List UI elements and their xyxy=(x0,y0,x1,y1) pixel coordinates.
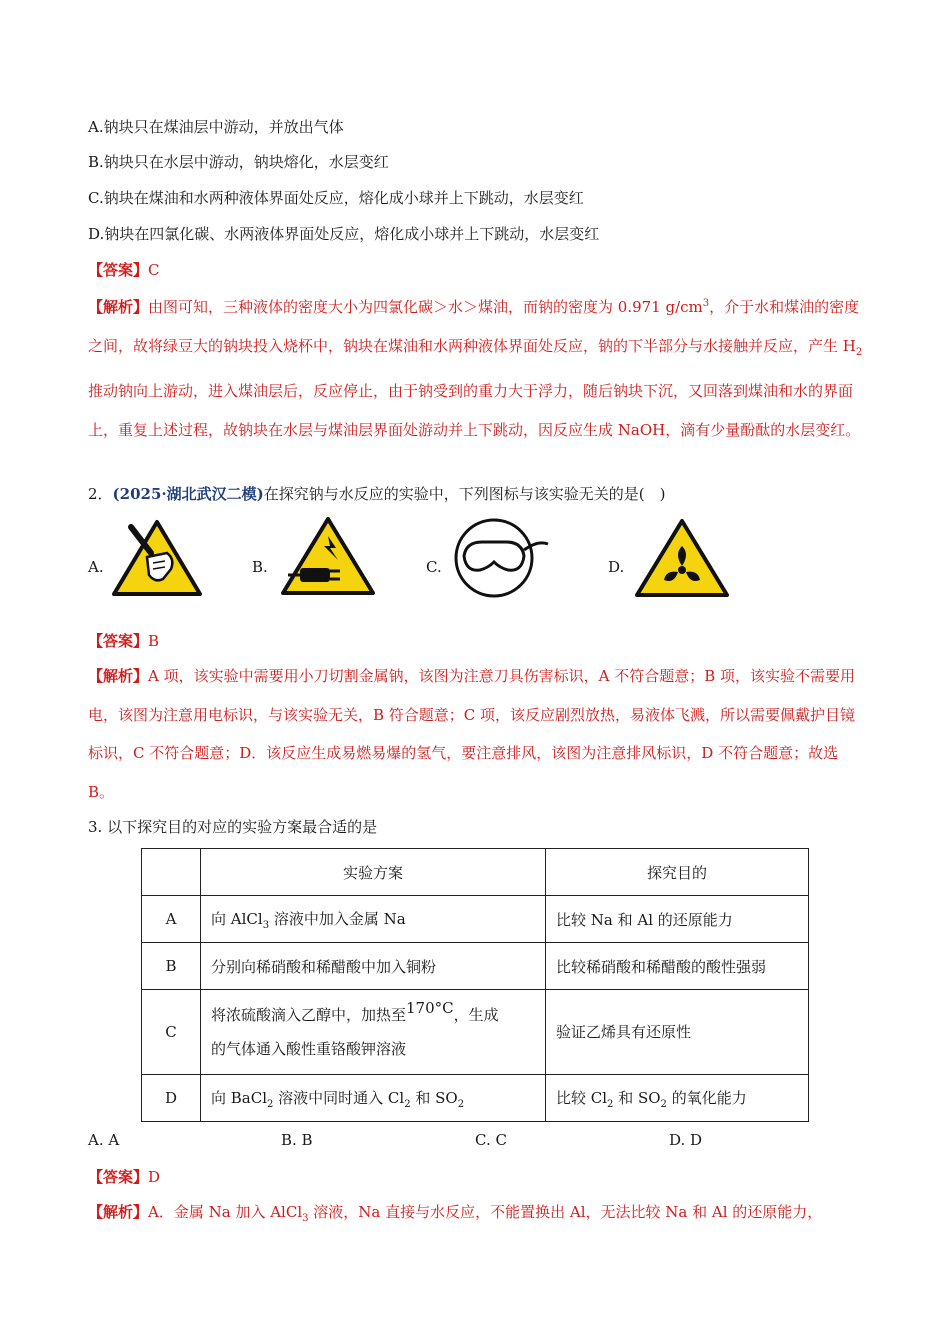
q2-analysis: 【解析】A 项，该实验中需要用小刀切割金属钠，该图为注意刀具伤害标识，A 不符合题意；B 项，该实验不需要用电，该图为注意用电标识，与该实验无关，B 符合题意；C 项，该反应剧烈放热，易液体飞溅，所以需要佩戴护目镜标识，C 不符合题意；D．该反应生成易燃易爆的氢气，要注意排风，该图为注意排风标识，D 不符合题意；故选 B。 xyxy=(88,667,856,801)
q2-stem: 2．(2025·湖北武汉二模)在探究钠与水反应的实验中，下列图标与该实验无关的是( ) xyxy=(88,485,666,503)
row-label: A xyxy=(142,896,201,943)
q1-option-c: C.钠块在煤油和水两种液体界面处反应，熔化成小球并上下跳动，水层变红 xyxy=(88,189,584,207)
goggles-icon xyxy=(452,518,552,598)
q1-option-d: D.钠块在四氯化碳、水两液体界面处反应，熔化成小球并上下跳动，水层变红 xyxy=(88,225,600,243)
q3-stem: 3. 以下探究目的对应的实验方案最合适的是 xyxy=(88,818,378,836)
q1-analysis: 【解析】由图可知，三种液体的密度大小为四氯化碳＞水＞煤油，而钠的密度为 0.971 $g/cm^3$，介于水和煤油的密度之间，故将绿豆大的钠块投入烧杯中，钠块在煤油和水两种液体界面处反应，钠的下半部分与水接触并反应，产生 $H_2$推动钠向上游动，进入煤油层后，反应停止，由于钠受到的重力大于浮力，随后钠块下沉，又回落到煤油和水的界面上，重复上述过程，故钠块在水层与煤油层界面处游动并上下跳动，因反应生成 NaOH，滴有少量酚酞的水层变红。 xyxy=(88,298,863,439)
q2-answer: 【答案】B xyxy=(88,632,160,650)
q2-option-d-label: D. xyxy=(608,558,625,576)
row-label: B xyxy=(142,943,201,990)
q3-choice-c: C. C xyxy=(475,1131,507,1149)
table-row xyxy=(142,896,809,943)
table-row xyxy=(142,990,809,1075)
q2-option-c-label: C. xyxy=(426,558,442,576)
table-header-plan: 实验方案 xyxy=(201,849,546,896)
q2-option-b-label: B. xyxy=(252,558,268,576)
experiment-table xyxy=(141,848,809,1122)
q3-choice-d: D. D xyxy=(669,1131,703,1149)
row-plan: 向 AlCl$_3$ 溶液中加入金属 Na xyxy=(201,896,546,943)
q1-answer: 【答案】C xyxy=(88,261,160,279)
row-goal: 比较稀硝酸和稀醋酸的酸性强弱 xyxy=(546,943,809,990)
q3-choice-b: B. B xyxy=(281,1131,313,1149)
knife-hazard-icon xyxy=(111,519,203,597)
q3-choice-a: A. A xyxy=(88,1131,120,1149)
row-goal: 验证乙烯具有还原性 xyxy=(546,990,809,1075)
table-header-row xyxy=(142,849,809,896)
table-header-blank xyxy=(142,849,201,896)
row-label: C xyxy=(142,990,201,1075)
row-plan: 将浓硫酸滴入乙醇中，加热至170°C，生成 的气体通入酸性重铬酸钾溶液 xyxy=(201,990,546,1075)
q1-option-a: A.钠块只在煤油层中游动，并放出气体 xyxy=(88,118,344,136)
row-goal: 比较 Na 和 Al 的还原能力 xyxy=(546,896,809,943)
fan-ventilation-icon xyxy=(634,518,730,598)
row-goal: 比较 $Cl_2$ 和 $SO_2$ 的氧化能力 xyxy=(546,1075,809,1122)
row-label: D xyxy=(142,1075,201,1122)
q3-answer: 【答案】D xyxy=(88,1168,161,1186)
table-header-goal: 探究目的 xyxy=(546,849,809,896)
q1-option-b: B.钠块只在水层中游动，钠块熔化，水层变红 xyxy=(88,153,389,171)
table-row xyxy=(142,1075,809,1122)
q2-option-a-label: A. xyxy=(88,558,104,576)
row-plan: 向 BaCl$_2$ 溶液中同时通入 $Cl_2$ 和 $SO_2$ xyxy=(201,1075,546,1122)
row-plan: 分别向稀硝酸和稀醋酸中加入铜粉 xyxy=(201,943,546,990)
electric-hazard-icon xyxy=(280,516,376,596)
table-row xyxy=(142,943,809,990)
q3-analysis: 【解析】A．金属 Na 加入 AlCl$_3$ 溶液，Na 直接与水反应，不能置换出 Al，无法比较 Na 和 Al 的还原能力， xyxy=(88,1203,823,1224)
